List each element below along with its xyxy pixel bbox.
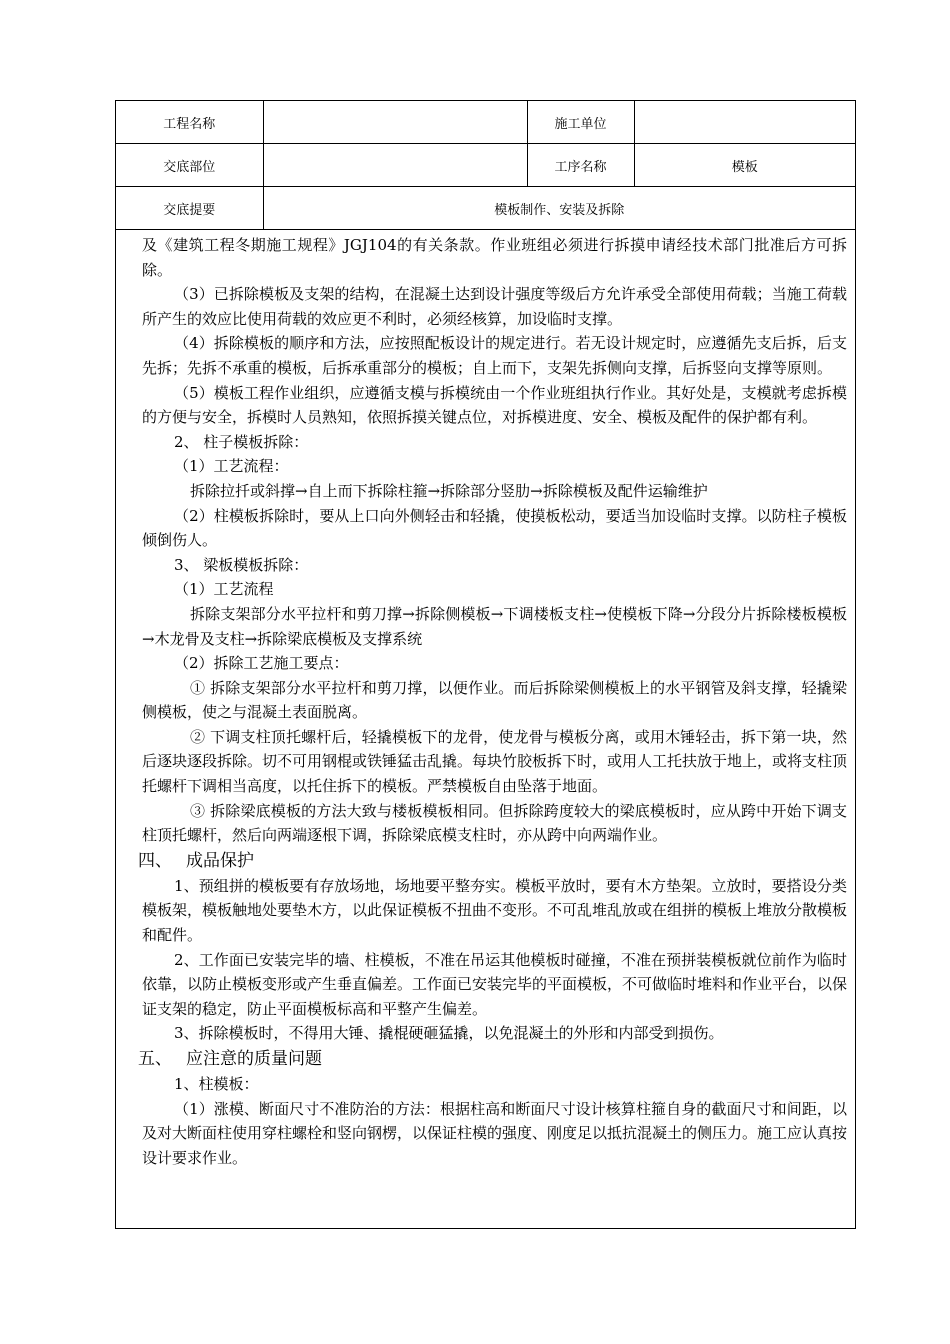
subheading: 3、 梁板模板拆除： [174,555,309,574]
disclosure-part-label: 交底部位 [116,144,263,187]
construction-unit-value [634,101,855,144]
paragraph: （1）工艺流程 [174,580,274,599]
disclosure-part-value [263,144,527,187]
paragraph: （4）拆除模板的顺序和方法，应按照配板设计的规定进行。若无设计规定时，应遵循先支后拆，后支先拆；先拆不承重的模板，后拆承重部分的模板；自上而下，支架先拆侧向支撑，后拆竖向支撑等原则。 [142,334,847,377]
paragraph: ② 下调支柱顶托螺杆后，轻撬模板下的龙骨，使龙骨与模板分离，或用木锤轻击，拆下第一块，然后逐块逐段拆除。切不可用钢棍或铁锤猛击乱撬。每块竹胶板拆下时，或用人工托扶放于地上，或将支柱顶托螺杆下调相当高度，以托住拆下的模板。严禁模板自由坠落于地面。 [142,727,848,796]
paragraph: （5）模板工程作业组织，应遵循支模与拆模统由一个作业班组执行作业。其好处是，支模就考虑拆模的方便与安全，拆模时人员熟知，依照拆摸关键点位，对拆模进度、安全、模板及配件的保护都有利。 [142,383,847,427]
section-heading [138,1046,847,1072]
section-number: 四、 [138,850,172,871]
construction-unit-label: 施工单位 [527,101,634,144]
disclosure-form [115,100,856,1229]
content-body [116,233,855,1223]
paragraph: 1、预组拼的模板要有存放场地，场地要平整夯实。模板平放时，要有木方垫架。立放时，要搭设分类模板架，模板触地处要垫木方，以此保证模板不扭曲不变形。不可乱堆乱放或在组拼的模板上堆放分散模板和配件。 [142,876,848,945]
header-table [116,101,855,230]
subheading: 1、柱模板： [174,1075,259,1093]
section-number: 五、 [138,1049,172,1069]
paragraph: （1）工艺流程： [174,457,289,476]
project-name-value [263,101,527,144]
summary-label: 交底提要 [116,187,263,230]
paragraph: 2、工作面已安装完毕的墙、柱模板，不准在吊运其他模板时碰撞，不准在预拼装模板就位前作为临时依靠，以防止模板变形或产生垂直偏差。工作面已安装完毕的平面模板，不可做临时堆料和作业平台，以保证支架的稳定，防止平面模板标高和平整产生偏差。 [142,950,848,1018]
subheading: 2、 柱子模板拆除： [174,432,309,451]
section-title: 成品保护 [186,850,254,871]
paragraph: （2）拆除工艺施工要点： [174,654,349,673]
process-name-value: 模板 [634,144,855,187]
header-row [116,144,855,187]
project-name-label: 工程名称 [116,101,263,144]
header-row [116,187,855,230]
paragraph: （3）已拆除模板及支架的结构，在混凝土达到设计强度等级后方允许承受全部使用荷载；当施工荷载所产生的效应比使用荷载的效应更不利时，必须经核算，加设临时支撑。 [142,285,847,328]
process-flow: 拆除支架部分水平拉杆和剪刀撑→拆除侧模板→下调楼板支柱→使模板下降→分段分片拆除楼板模板→木龙骨及支柱→拆除梁底模板及支撑系统 [142,604,847,648]
paragraph: （1）涨模、断面尺寸不准防治的方法：根据柱高和断面尺寸设计核算柱箍自身的截面尺寸和间距，以及对大断面柱使用穿柱螺栓和竖向钢楞，以保证柱模的强度、刚度足以抵抗混凝土的侧压力。施工应认真按设计要求作业。 [142,1099,848,1167]
process-flow: 拆除拉扦或斜撑→自上而下拆除柱箍→拆除部分竖肋→拆除模板及配件运输维护 [190,481,708,500]
paragraph: 及《建筑工程冬期施工规程》JGJ104的有关条款。作业班组必须进行拆摸申请经技术部门批准后方可拆除。 [142,236,847,279]
section-heading [138,848,847,874]
paragraph: （2）柱模板拆除时，要从上口向外侧轻击和轻撬，使摸板松动，要适当加设临时支撑。以防柱子模板倾倒伤人。 [142,506,847,550]
process-name-label: 工序名称 [527,144,634,187]
section-title: 应注意的质量问题 [186,1049,322,1069]
paragraph: ③ 拆除梁底模板的方法大致与楼板模板相同。但拆除跨度较大的梁底模板时，应从跨中开始下调支柱顶托螺杆，然后向两端逐根下调，拆除梁底模支柱时，亦从跨中向两端作业。 [142,801,847,845]
summary-value: 模板制作、安装及拆除 [263,187,855,230]
header-row [116,101,855,144]
paragraph: ① 拆除支架部分水平拉杆和剪刀撑，以便作业。而后拆除梁侧模板上的水平钢管及斜支撑，轻撬梁侧模板，使之与混凝土表面脱离。 [142,678,847,722]
paragraph: 3、拆除模板时，不得用大锤、撬棍硬砸猛撬，以免混凝土的外形和内部受到损伤。 [174,1024,724,1043]
